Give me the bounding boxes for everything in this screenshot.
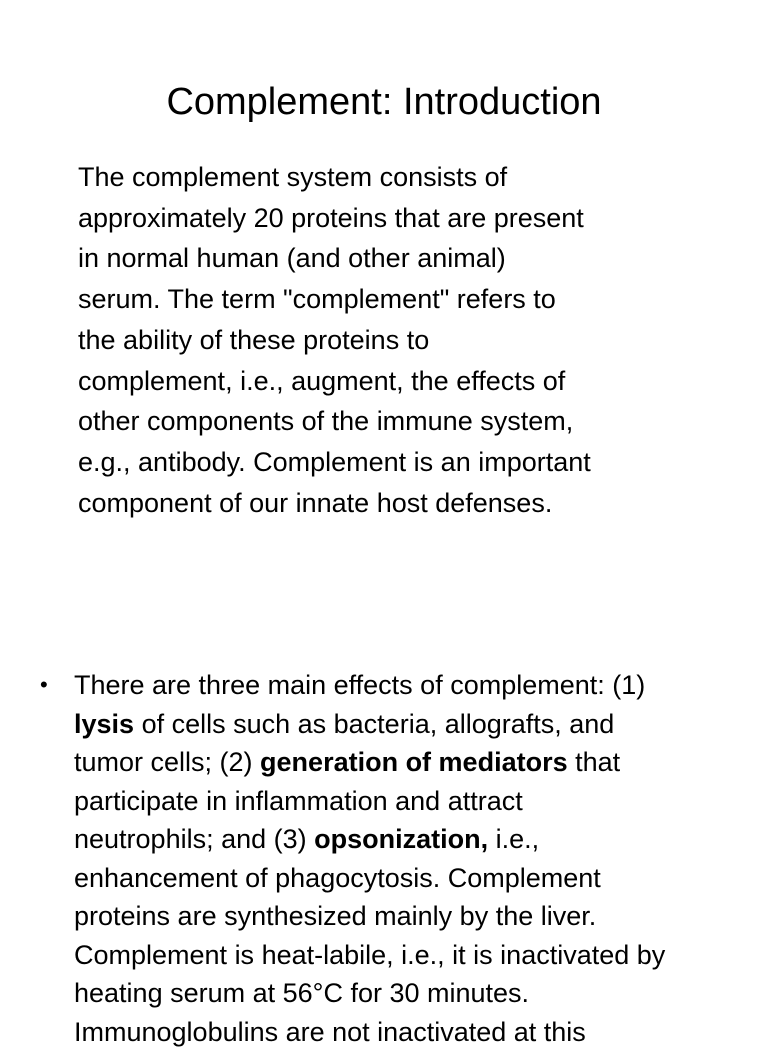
intro-paragraph: [78, 157, 708, 523]
intro-line: The complement system consists of: [78, 157, 708, 198]
bullet-line: [74, 743, 768, 782]
bullet-line: heating serum at 56°C for 30 minutes.: [74, 974, 768, 1013]
bullet-line: There are three main effects of complement: (1): [74, 666, 768, 705]
bullet-line: participate in inflammation and attract: [74, 782, 768, 821]
bullet-text: of cells such as bacteria, allografts, and: [134, 709, 614, 739]
bullet-text: neutrophils; and (3): [74, 824, 314, 854]
intro-line: component of our innate host defenses.: [78, 483, 708, 524]
opsonization-term: opsonization,: [314, 824, 488, 854]
bullet-line: [74, 705, 768, 744]
intro-line: complement, i.e., augment, the effects of: [78, 361, 708, 402]
slide-title: Complement: Introduction: [0, 78, 768, 126]
bullet-line: Complement is heat-labile, i.e., it is inactivated by: [74, 936, 768, 975]
bullet-line: Immunoglobulins are not inactivated at this: [74, 1013, 768, 1051]
intro-line: approximately 20 proteins that are present: [78, 198, 708, 239]
bullet-line: proteins are synthesized mainly by the liver.: [74, 897, 768, 936]
bullet-text: i.e.,: [488, 824, 539, 854]
intro-line: serum. The term "complement" refers to: [78, 279, 708, 320]
bullet-line: [74, 820, 768, 859]
bullet-icon: •: [40, 666, 48, 705]
bullet-text: tumor cells; (2): [74, 747, 260, 777]
intro-line: the ability of these proteins to: [78, 320, 708, 361]
mediators-term: generation of mediators: [260, 747, 568, 777]
intro-line: in normal human (and other animal): [78, 238, 708, 279]
effects-bullet-item: [0, 666, 768, 1051]
bullet-line: enhancement of phagocytosis. Complement: [74, 859, 768, 898]
bullet-text: that: [568, 747, 621, 777]
intro-line: other components of the immune system,: [78, 401, 708, 442]
lysis-term: lysis: [74, 709, 134, 739]
effects-bullet-list: [0, 666, 768, 1051]
intro-line: e.g., antibody. Complement is an important: [78, 442, 708, 483]
